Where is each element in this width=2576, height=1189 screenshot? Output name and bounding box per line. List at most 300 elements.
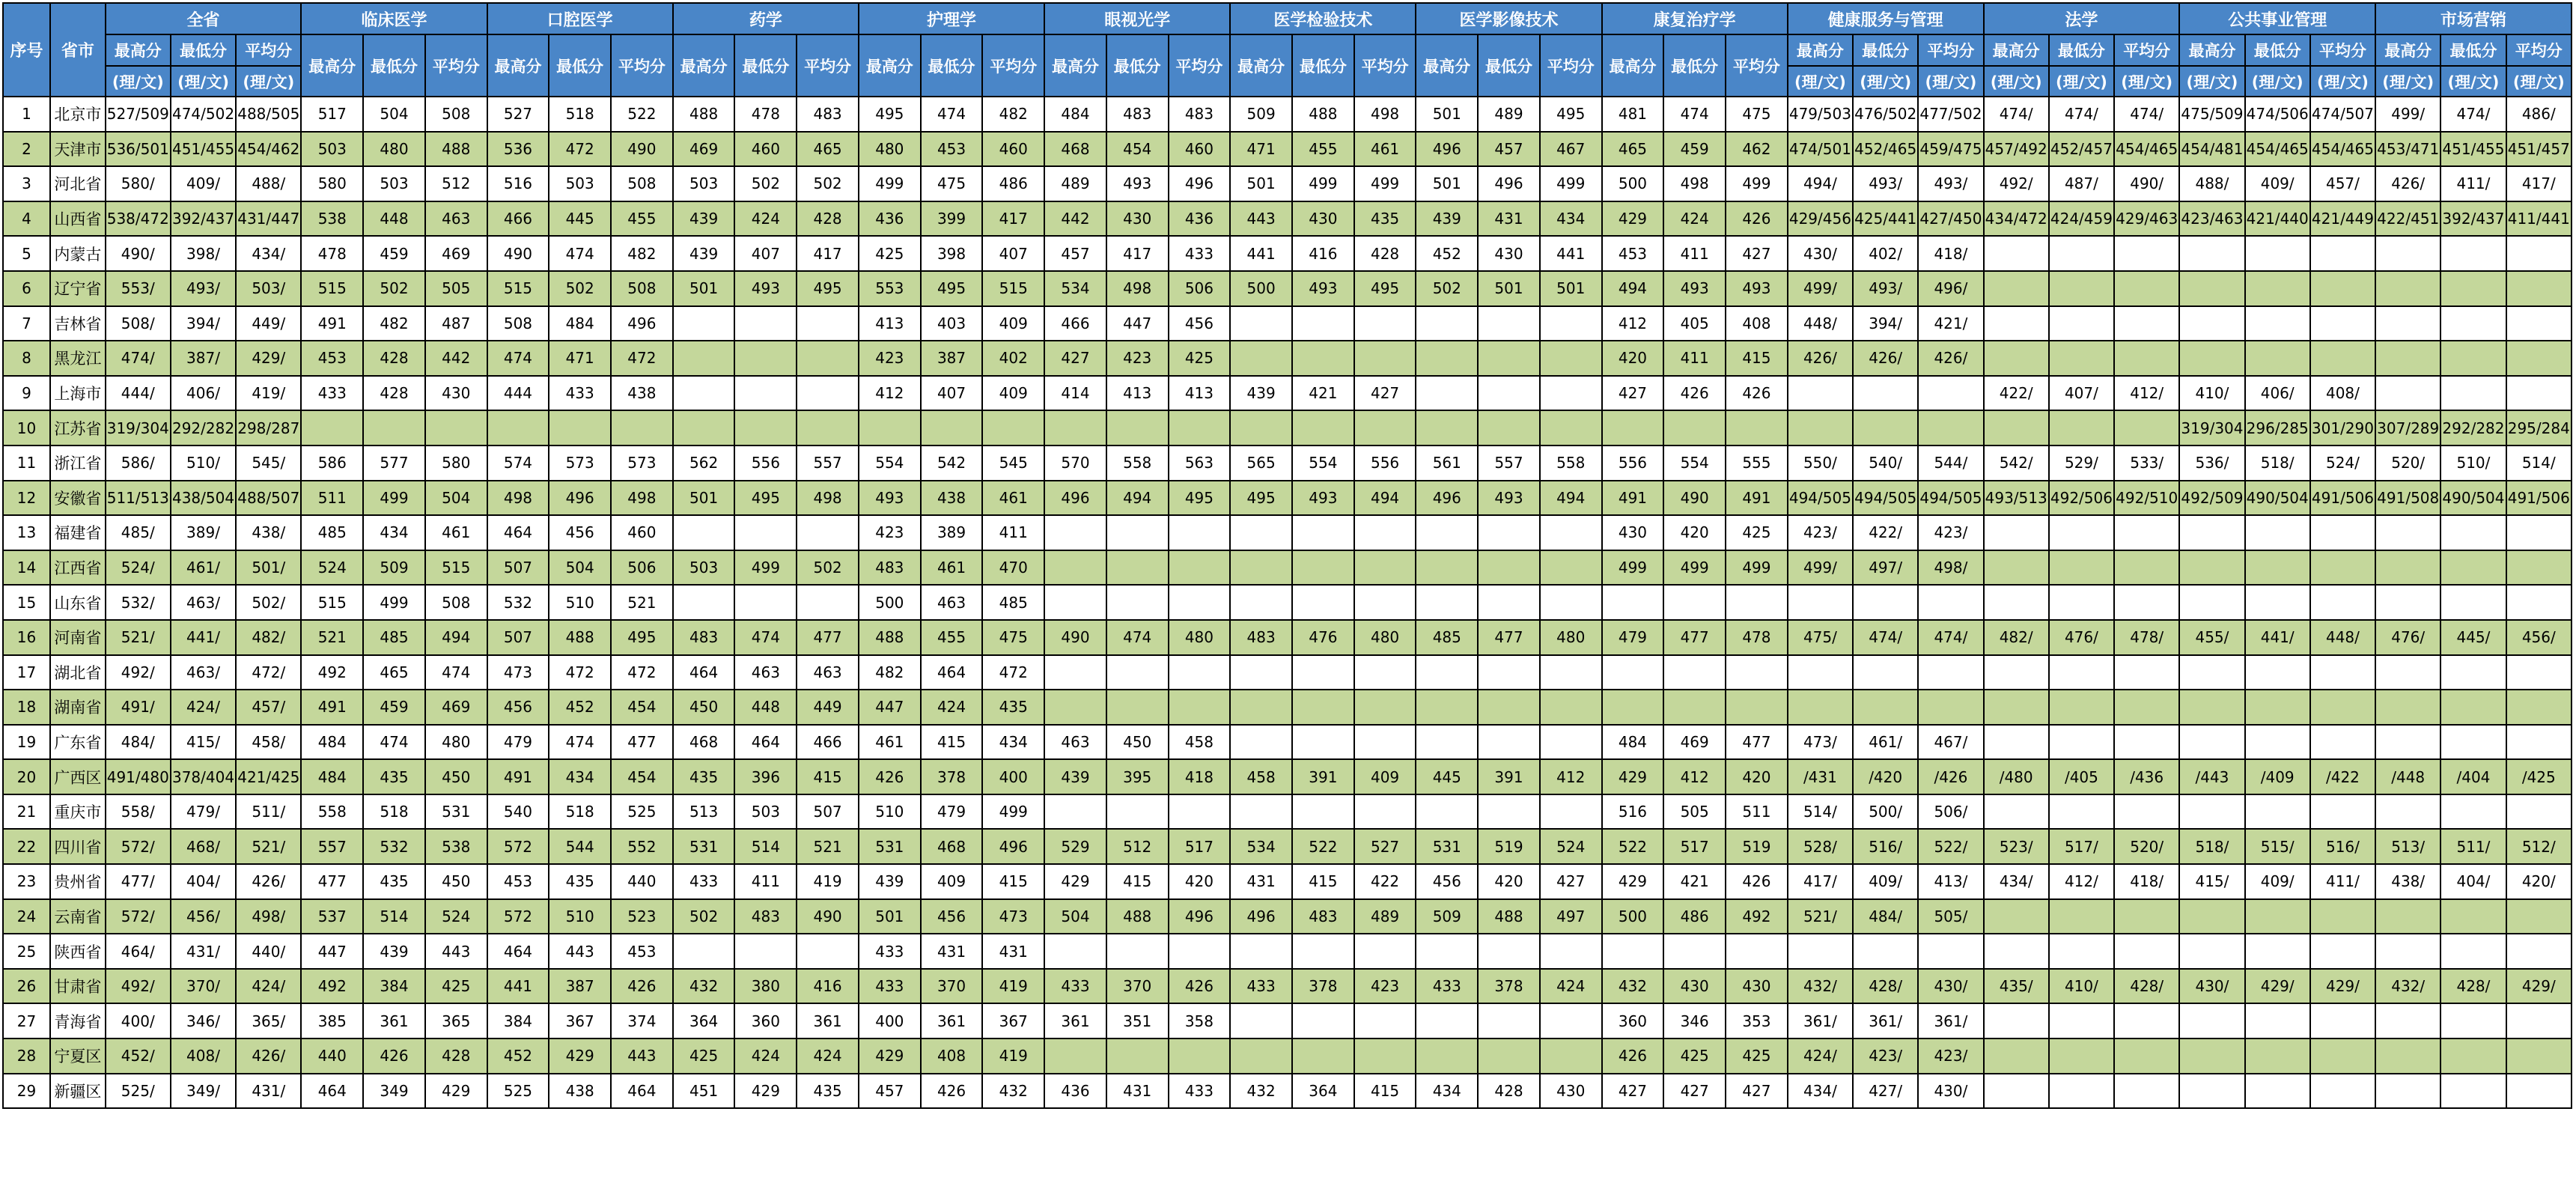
score-cell: 474 [921, 97, 983, 132]
score-cell [1106, 515, 1169, 550]
score-cell: 419/ [236, 376, 301, 411]
score-cell: 422/451 [2375, 201, 2440, 237]
score-cell: 460 [982, 132, 1044, 167]
province-name: 山东省 [50, 585, 106, 620]
score-cell: 409/ [171, 166, 236, 201]
score-cell: 409 [1354, 759, 1416, 794]
score-cell: 411/441 [2506, 201, 2572, 237]
score-cell: 483 [734, 899, 797, 934]
table-row [3, 271, 2572, 306]
score-cell: 474/502 [171, 97, 236, 132]
score-cell [2049, 410, 2114, 446]
score-cell: 479/503 [1788, 97, 1853, 132]
score-cell: 430/ [2179, 969, 2244, 1004]
score-cell: 534 [1044, 271, 1106, 306]
score-cell: 428/ [1853, 969, 1918, 1004]
score-cell: 430 [425, 376, 487, 411]
score-cell [1478, 690, 1540, 725]
score-cell [1918, 585, 1983, 620]
score-cell: 491/508 [2375, 481, 2440, 516]
row-number: 1 [3, 97, 50, 132]
score-cell [1918, 690, 1983, 725]
score-cell: 498/ [1918, 550, 1983, 586]
score-cell [2375, 655, 2440, 690]
score-cell: 496 [1478, 166, 1540, 201]
score-cell: 474/ [2049, 97, 2114, 132]
score-cell: 425 [1663, 1039, 1726, 1074]
score-cell [2310, 585, 2375, 620]
header-sub-min: 最低分 [171, 34, 236, 66]
score-cell: 509 [1416, 899, 1478, 934]
score-cell [2049, 236, 2114, 271]
score-cell [1478, 341, 1540, 376]
score-cell: 492 [1726, 899, 1788, 934]
score-cell [673, 515, 735, 550]
score-cell: 409/ [2245, 864, 2310, 899]
row-number: 20 [3, 759, 50, 794]
score-cell [1169, 794, 1231, 830]
score-cell: 452 [549, 690, 611, 725]
score-cell: 434 [982, 725, 1044, 760]
province-name: 广西区 [50, 759, 106, 794]
score-cell: 495 [859, 97, 921, 132]
score-cell: 490 [1044, 620, 1106, 655]
score-cell: 453 [1602, 236, 1664, 271]
score-cell: 498 [797, 481, 859, 516]
province-name: 广东省 [50, 725, 106, 760]
score-cell [2375, 376, 2440, 411]
score-cell: 556 [1602, 446, 1664, 481]
score-cell [2506, 725, 2572, 760]
score-cell: 412 [1540, 759, 1602, 794]
score-cell: 417 [797, 236, 859, 271]
score-cell: 483 [797, 97, 859, 132]
header-sub-min: 最低分 [734, 34, 797, 97]
score-cell: 459 [1663, 132, 1726, 167]
header-sub-avg: 平均分 [611, 34, 673, 97]
score-cell [1416, 725, 1478, 760]
header-group: 健康服务与管理 [1788, 3, 1984, 34]
score-cell: 494 [1354, 481, 1416, 516]
header-note: (理/文) [171, 66, 236, 97]
score-cell: 474/501 [1788, 132, 1853, 167]
score-cell: 479 [921, 794, 983, 830]
score-cell: 488 [549, 620, 611, 655]
score-cell [1984, 410, 2049, 446]
score-cell [1354, 655, 1416, 690]
score-cell: 450 [425, 759, 487, 794]
score-cell: 494/505 [1853, 481, 1918, 516]
score-cell: 384 [363, 969, 425, 1004]
table-body [3, 97, 2572, 1108]
score-cell: 412/ [2114, 376, 2179, 411]
score-cell [1044, 934, 1106, 969]
score-cell [1853, 585, 1918, 620]
score-cell: 508 [611, 166, 673, 201]
score-cell: 487/ [2049, 166, 2114, 201]
header-group: 公共事业管理 [2179, 3, 2375, 34]
score-cell: 455 [611, 201, 673, 237]
score-cell: 421 [1663, 864, 1726, 899]
score-cell: 496 [982, 829, 1044, 864]
score-cell: 493 [1726, 271, 1788, 306]
score-cell [797, 410, 859, 446]
header-sub-avg: 平均分 [425, 34, 487, 97]
score-cell: 477 [1478, 620, 1540, 655]
score-cell: /426 [1918, 759, 1983, 794]
province-name: 吉林省 [50, 306, 106, 341]
score-cell: 411 [982, 515, 1044, 550]
score-cell [2245, 1003, 2310, 1039]
score-cell [734, 306, 797, 341]
score-cell: /431 [1788, 759, 1853, 794]
score-cell: 523 [611, 899, 673, 934]
table-row [3, 132, 2572, 167]
score-cell: 457 [859, 1074, 921, 1109]
row-number: 15 [3, 585, 50, 620]
table-row [3, 794, 2572, 830]
score-cell [1602, 655, 1664, 690]
score-cell: 477 [797, 620, 859, 655]
score-cell [1478, 306, 1540, 341]
score-cell: 499 [1726, 550, 1788, 586]
score-cell: 453/471 [2375, 132, 2440, 167]
score-cell: 425 [1169, 341, 1231, 376]
score-cell: 425 [859, 236, 921, 271]
score-cell: 475 [921, 166, 983, 201]
score-cell: 494/505 [1918, 481, 1983, 516]
score-cell: 491 [487, 759, 549, 794]
score-cell: 349 [363, 1074, 425, 1109]
score-cell: 292/282 [171, 410, 236, 446]
score-cell: 553 [859, 271, 921, 306]
score-cell: 465 [797, 132, 859, 167]
score-cell [1540, 550, 1602, 586]
score-cell: 426 [1663, 376, 1726, 411]
score-cell: 434/ [236, 236, 301, 271]
score-cell: 573 [549, 446, 611, 481]
score-cell [1540, 341, 1602, 376]
header-sub-min: 最低分 [2440, 34, 2506, 66]
header-sub-max: 最高分 [1044, 34, 1106, 97]
score-cell [1984, 306, 2049, 341]
score-cell: 533/ [2114, 446, 2179, 481]
score-cell: 501 [1416, 97, 1478, 132]
score-cell [1984, 341, 2049, 376]
score-cell: 503 [734, 794, 797, 830]
score-cell: 496/ [1918, 271, 1983, 306]
score-cell: 424 [1663, 201, 1726, 237]
score-cell: 358 [1169, 1003, 1231, 1039]
score-cell [2245, 1039, 2310, 1074]
province-name: 江西省 [50, 550, 106, 586]
table-row [3, 446, 2572, 481]
score-cell: 402 [982, 341, 1044, 376]
score-cell: 457/492 [1984, 132, 2049, 167]
score-cell: 493 [1292, 271, 1354, 306]
score-cell [2310, 306, 2375, 341]
score-cell: 495 [734, 481, 797, 516]
score-cell: 427/ [1853, 1074, 1918, 1109]
row-number: 12 [3, 481, 50, 516]
header-sub-max: 最高分 [2179, 34, 2244, 66]
score-cell [1984, 899, 2049, 934]
score-cell: 442 [1044, 201, 1106, 237]
score-cell: 492/506 [2049, 481, 2114, 516]
score-cell: 537 [301, 899, 363, 934]
score-cell: 420 [1602, 341, 1664, 376]
score-cell: 499 [982, 794, 1044, 830]
score-cell [2049, 306, 2114, 341]
score-cell: 463 [734, 655, 797, 690]
score-cell: 518/ [2179, 829, 2244, 864]
score-cell [1354, 306, 1416, 341]
score-cell: 499 [734, 550, 797, 586]
score-cell: 521/ [106, 620, 171, 655]
score-cell: 468/ [171, 829, 236, 864]
score-cell: 508 [425, 97, 487, 132]
score-cell: 505 [425, 271, 487, 306]
score-cell: 522/ [1918, 829, 1983, 864]
score-cell: 492/510 [2114, 481, 2179, 516]
score-cell: 540 [487, 794, 549, 830]
score-cell: 522 [611, 97, 673, 132]
score-cell: 495 [1169, 481, 1231, 516]
header-note: (理/文) [1984, 66, 2049, 97]
score-cell: 489 [1044, 166, 1106, 201]
score-cell [1416, 655, 1478, 690]
score-cell: 493 [1663, 271, 1726, 306]
score-cell: 503 [673, 550, 735, 586]
score-cell [1354, 550, 1416, 586]
table-row [3, 864, 2572, 899]
score-cell: 502 [673, 899, 735, 934]
score-cell: 295/284 [2506, 410, 2572, 446]
score-cell [1853, 410, 1918, 446]
province-name: 陕西省 [50, 934, 106, 969]
score-cell [1540, 794, 1602, 830]
score-cell: 353 [1726, 1003, 1788, 1039]
province-name: 安徽省 [50, 481, 106, 516]
score-cell: 492/ [1984, 166, 2049, 201]
score-cell: 496 [1416, 132, 1478, 167]
score-cell: 432/ [2375, 969, 2440, 1004]
score-cell: 469 [673, 132, 735, 167]
score-cell: 404/ [171, 864, 236, 899]
score-cell: 461 [921, 550, 983, 586]
score-cell: 439 [1416, 201, 1478, 237]
score-cell: 430 [1726, 969, 1788, 1004]
score-cell: 433 [673, 864, 735, 899]
score-cell: 435 [673, 759, 735, 794]
score-cell [1540, 1003, 1602, 1039]
score-cell: 429 [734, 1074, 797, 1109]
score-cell [1540, 585, 1602, 620]
table-row [3, 690, 2572, 725]
score-cell: 468 [921, 829, 983, 864]
score-cell: 415 [982, 864, 1044, 899]
score-cell [1044, 550, 1106, 586]
score-cell: 494 [1602, 271, 1664, 306]
score-cell: 525/ [106, 1074, 171, 1109]
score-cell: 553/ [106, 271, 171, 306]
score-cell: 531 [425, 794, 487, 830]
score-cell: 426 [921, 1074, 983, 1109]
score-cell [2310, 271, 2375, 306]
score-cell [1918, 655, 1983, 690]
score-cell [1292, 794, 1354, 830]
score-cell: 465 [1602, 132, 1664, 167]
score-cell: 514/ [2506, 446, 2572, 481]
header-note: (理/文) [2375, 66, 2440, 97]
score-cell: 443 [425, 934, 487, 969]
score-cell: 493/ [1853, 166, 1918, 201]
score-cell [1984, 794, 2049, 830]
score-cell [2506, 934, 2572, 969]
score-cell: 361/ [1918, 1003, 1983, 1039]
table-row [3, 201, 2572, 237]
score-cell: 523/ [1984, 829, 2049, 864]
score-cell: 427 [1726, 236, 1788, 271]
row-number: 3 [3, 166, 50, 201]
score-cell: 480 [859, 132, 921, 167]
score-cell [1726, 934, 1788, 969]
score-cell: /405 [2049, 759, 2114, 794]
score-cell [797, 306, 859, 341]
row-number: 22 [3, 829, 50, 864]
score-cell [797, 585, 859, 620]
score-cell: 474/507 [2310, 97, 2375, 132]
score-cell: 423 [859, 341, 921, 376]
score-cell: 496 [1169, 899, 1231, 934]
score-cell: 514 [363, 899, 425, 934]
score-cell: 408/ [171, 1039, 236, 1074]
score-cell: 394/ [171, 306, 236, 341]
score-cell: 463 [921, 585, 983, 620]
score-cell: 515/ [2245, 829, 2310, 864]
score-cell: 483 [1292, 899, 1354, 934]
header-sub-max: 最高分 [1416, 34, 1478, 97]
score-cell: 411 [1663, 341, 1726, 376]
score-cell: 510 [859, 794, 921, 830]
score-cell: 500 [1602, 899, 1664, 934]
score-cell: 440 [611, 864, 673, 899]
score-cell [2506, 655, 2572, 690]
score-cell [1984, 1074, 2049, 1109]
score-cell: 429 [549, 1039, 611, 1074]
score-cell: 415 [1106, 864, 1169, 899]
score-cell [1292, 655, 1354, 690]
header-group: 市场营销 [2375, 3, 2572, 34]
score-cell: 524/ [106, 550, 171, 586]
row-number: 5 [3, 236, 50, 271]
score-cell: 361/ [1788, 1003, 1853, 1039]
score-cell: 474/ [106, 341, 171, 376]
province-name: 四川省 [50, 829, 106, 864]
score-cell [1540, 410, 1602, 446]
score-cell [2179, 550, 2244, 586]
score-cell: 527 [1354, 829, 1416, 864]
score-cell [2049, 585, 2114, 620]
score-cell: 512/ [2506, 829, 2572, 864]
score-cell: /422 [2310, 759, 2375, 794]
score-cell [611, 410, 673, 446]
score-cell: 422/ [1853, 515, 1918, 550]
header-note: (理/文) [2179, 66, 2244, 97]
score-cell: /443 [2179, 759, 2244, 794]
score-cell: 502 [797, 550, 859, 586]
score-cell: 499 [1726, 166, 1788, 201]
score-cell: 510 [549, 585, 611, 620]
score-cell: 454/481 [2179, 132, 2244, 167]
score-cell: 555 [1726, 446, 1788, 481]
score-cell: /420 [1853, 759, 1918, 794]
score-cell: 481 [1602, 97, 1664, 132]
score-cell: 384 [487, 1003, 549, 1039]
score-cell: 415 [921, 725, 983, 760]
score-cell [2049, 934, 2114, 969]
score-cell [1416, 1003, 1478, 1039]
score-cell: 510 [549, 899, 611, 934]
header-province: 省市 [50, 3, 106, 97]
header-sub-max: 最高分 [487, 34, 549, 97]
score-cell: 457 [1044, 236, 1106, 271]
score-cell [734, 934, 797, 969]
score-cell: 510/ [171, 446, 236, 481]
score-cell [2179, 236, 2244, 271]
score-cell [1169, 690, 1231, 725]
score-cell [1663, 655, 1726, 690]
score-cell [1984, 934, 2049, 969]
score-cell: 454/462 [236, 132, 301, 167]
score-cell: 417 [1106, 236, 1169, 271]
score-cell: 521/ [236, 829, 301, 864]
score-cell: 482/ [1984, 620, 2049, 655]
score-cell: 458 [1169, 725, 1231, 760]
score-cell [2375, 585, 2440, 620]
score-cell: 425 [1726, 1039, 1788, 1074]
score-cell: 490/504 [2440, 481, 2506, 516]
score-cell: 428 [1478, 1074, 1540, 1109]
score-cell [2440, 271, 2506, 306]
score-cell [2310, 341, 2375, 376]
score-cell [2375, 899, 2440, 934]
score-cell [1788, 934, 1853, 969]
header-group: 药学 [673, 3, 859, 34]
score-cell [2245, 341, 2310, 376]
score-cell [2245, 306, 2310, 341]
score-cell: 438 [611, 376, 673, 411]
score-cell: 461/ [171, 550, 236, 586]
score-cell [797, 934, 859, 969]
score-cell: 497 [1540, 899, 1602, 934]
score-cell [1169, 1039, 1231, 1074]
score-cell: 558/ [106, 794, 171, 830]
score-cell: 570 [1044, 446, 1106, 481]
score-cell [1292, 1039, 1354, 1074]
score-cell [2506, 515, 2572, 550]
score-cell: 389 [921, 515, 983, 550]
score-cell: 554 [1663, 446, 1726, 481]
score-cell: 538/472 [106, 201, 171, 237]
score-cell [1044, 410, 1106, 446]
score-cell: /448 [2375, 759, 2440, 794]
score-cell: 450 [1106, 725, 1169, 760]
score-cell [1354, 1039, 1416, 1074]
score-cell: 509 [1230, 97, 1292, 132]
score-cell: 471 [549, 341, 611, 376]
score-cell: 517/ [2049, 829, 2114, 864]
